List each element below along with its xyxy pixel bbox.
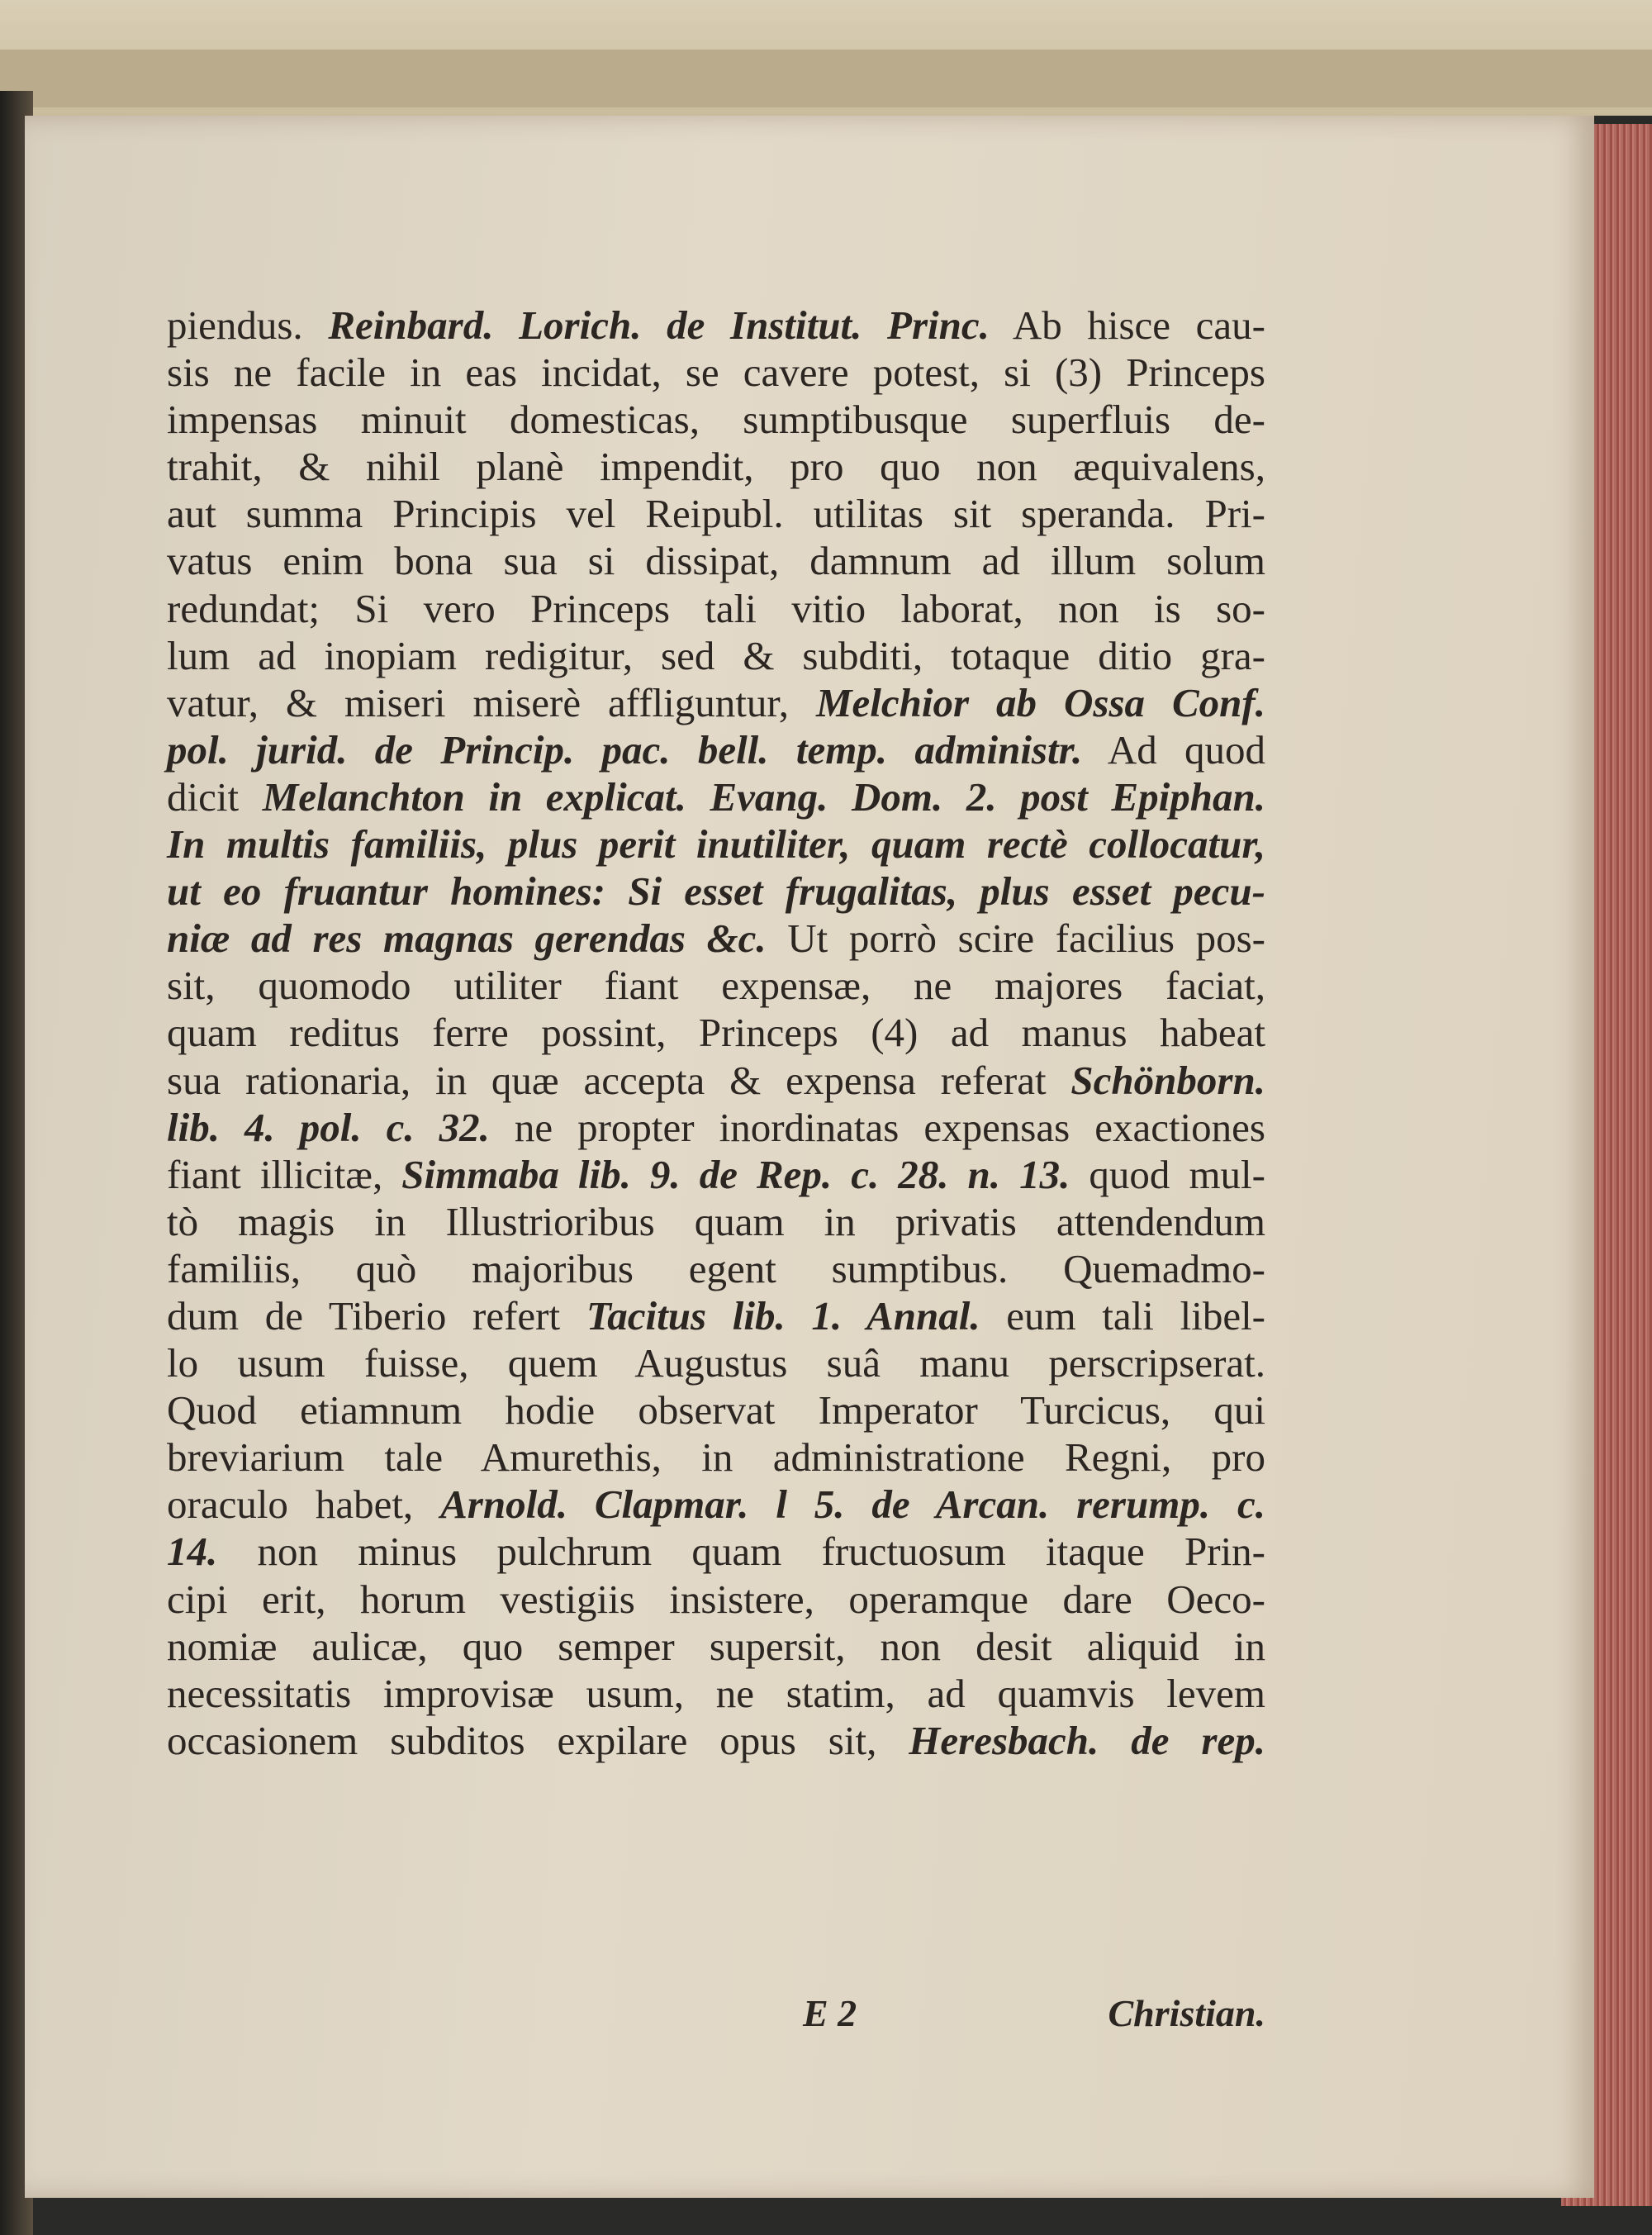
text-line [167, 302, 1265, 349]
text-line [167, 1386, 1265, 1434]
body-text: quam reditus ferre possint, Princeps (4) ad manus habeat [167, 1010, 1265, 1056]
citation-text: Melanchton in explicat. Evang. Dom. 2. post Epiphan. [262, 773, 1265, 820]
citation-text: Heresbach. de rep. [909, 1717, 1265, 1763]
text-line [167, 396, 1265, 443]
text-line [167, 962, 1265, 1009]
text-line [167, 1245, 1265, 1292]
body-text: lo usum fuisse, quem Augustus suâ manu perscripserat. [167, 1340, 1265, 1386]
text-line [167, 1528, 1265, 1575]
text-line [167, 443, 1265, 490]
text-line [167, 773, 1265, 820]
body-text: occasionem subditos expilare opus sit, [167, 1717, 909, 1763]
text-line [167, 915, 1265, 962]
text-line [167, 349, 1265, 396]
body-text: piendus. [167, 302, 329, 348]
body-text: Ut porrò scire facilius pos- [766, 915, 1265, 962]
body-text: necessitatis improvisæ usum, ne statim, ad quamvis levem [167, 1670, 1265, 1716]
text-line [167, 1339, 1265, 1386]
text-line [167, 537, 1265, 584]
catchword: Christian. [1108, 1992, 1265, 2034]
body-text: sis ne facile in eas incidat, se cavere potest, si (3) Princeps [167, 350, 1265, 396]
citation-text: pol. jurid. de Princip. pac. bell. temp. administr. [167, 726, 1083, 773]
citation-text: Melchior ab Ossa Conf. [815, 679, 1265, 725]
body-text: sua rationaria, in quæ accepta & expensa referat [167, 1057, 1071, 1103]
text-line [167, 820, 1265, 868]
text-line [167, 1481, 1265, 1528]
citation-text: Schönborn. [1070, 1057, 1265, 1103]
body-text: oraculo habet, [167, 1481, 441, 1528]
text-line [167, 1009, 1265, 1056]
text-line [167, 1434, 1265, 1481]
text-line [167, 1151, 1265, 1198]
signature-mark: E 2 [803, 1992, 857, 2034]
body-text: quod mul- [1070, 1151, 1265, 1197]
citation-text: ut eo fruantur homines: Si esset frugalitas, plus esset pecu- [167, 868, 1265, 915]
text-line [167, 490, 1265, 537]
body-text: vatus enim bona sua si dissipat, damnum ad illum solum [167, 538, 1265, 584]
body-text: lum ad inopiam redigitur, sed & subditi, totaque ditio gra- [167, 632, 1265, 678]
body-text: redundat; Si vero Princeps tali vitio laborat, non is so- [167, 585, 1265, 631]
citation-text: niæ ad res magnas gerendas &c. [167, 915, 767, 962]
body-text: breviarium tale Amurethis, in administratione Regni, pro [167, 1434, 1265, 1481]
page-text-block [167, 302, 1265, 1764]
body-text: sit, quomodo utiliter fiant expensæ, ne majores faciat, [167, 963, 1265, 1009]
text-line [167, 1104, 1265, 1151]
body-text: trahit, & nihil planè impendit, pro quo non æquivalens, [167, 444, 1265, 490]
book-cover-strip [0, 50, 1652, 107]
citation-text: Reinbard. Lorich. de Institut. Princ. [328, 302, 990, 348]
citation-text: Tacitus lib. 1. Annal. [586, 1292, 980, 1339]
body-text: dicit [167, 773, 263, 820]
citation-text: lib. 4. pol. c. 32. [167, 1104, 490, 1150]
body-text: cipi erit, horum vestigiis insistere, operamque dare Oeco- [167, 1576, 1265, 1622]
citation-text: In multis familiis, plus perit inutiliter, quam rectè collocatur, [167, 821, 1265, 868]
citation-text: Simmaba lib. 9. de Rep. c. 28. n. 13. [401, 1151, 1070, 1197]
body-text: Ad quod [1082, 726, 1265, 773]
text-line [167, 1623, 1265, 1670]
body-text: impensas minuit domesticas, sumptibusque superfluis de- [167, 397, 1265, 443]
page-footer [167, 1991, 1265, 2041]
body-text: Quod etiamnum hodie observat Imperator Turcicus, qui [167, 1387, 1265, 1434]
text-line [167, 1670, 1265, 1717]
body-text: tò magis in Illustrioribus quam in privatis attendendum [167, 1198, 1265, 1244]
body-text: nomiæ aulicæ, quo semper supersit, non desit aliquid in [167, 1623, 1265, 1669]
body-text: Ab hisce cau- [989, 302, 1265, 348]
body-text: non minus pulchrum quam fructuosum itaque Prin- [217, 1529, 1265, 1575]
text-line [167, 726, 1265, 773]
text-line [167, 868, 1265, 915]
text-line [167, 1057, 1265, 1104]
body-text: fiant illicitæ, [167, 1151, 402, 1197]
text-line [167, 1576, 1265, 1623]
book-page [25, 116, 1594, 2198]
body-text: eum tali libel- [980, 1292, 1266, 1339]
body-text: aut summa Principis vel Reipubl. utilitas sit speranda. Pri- [167, 491, 1265, 537]
body-text: familiis, quò majoribus egent sumptibus. Quemadmo- [167, 1245, 1265, 1291]
text-line [167, 1198, 1265, 1245]
text-line [167, 1292, 1265, 1339]
body-text: vatur, & miseri miserè affliguntur, [167, 679, 816, 725]
text-line [167, 1717, 1265, 1764]
body-text: ne propter inordinatas expensas exactiones [489, 1104, 1265, 1150]
citation-text: 14. [167, 1529, 218, 1575]
text-line [167, 632, 1265, 679]
text-line [167, 585, 1265, 632]
citation-text: Arnold. Clapmar. l 5. de Arcan. rerump. c. [440, 1481, 1265, 1528]
text-line [167, 679, 1265, 726]
body-text: dum de Tiberio refert [167, 1292, 586, 1339]
